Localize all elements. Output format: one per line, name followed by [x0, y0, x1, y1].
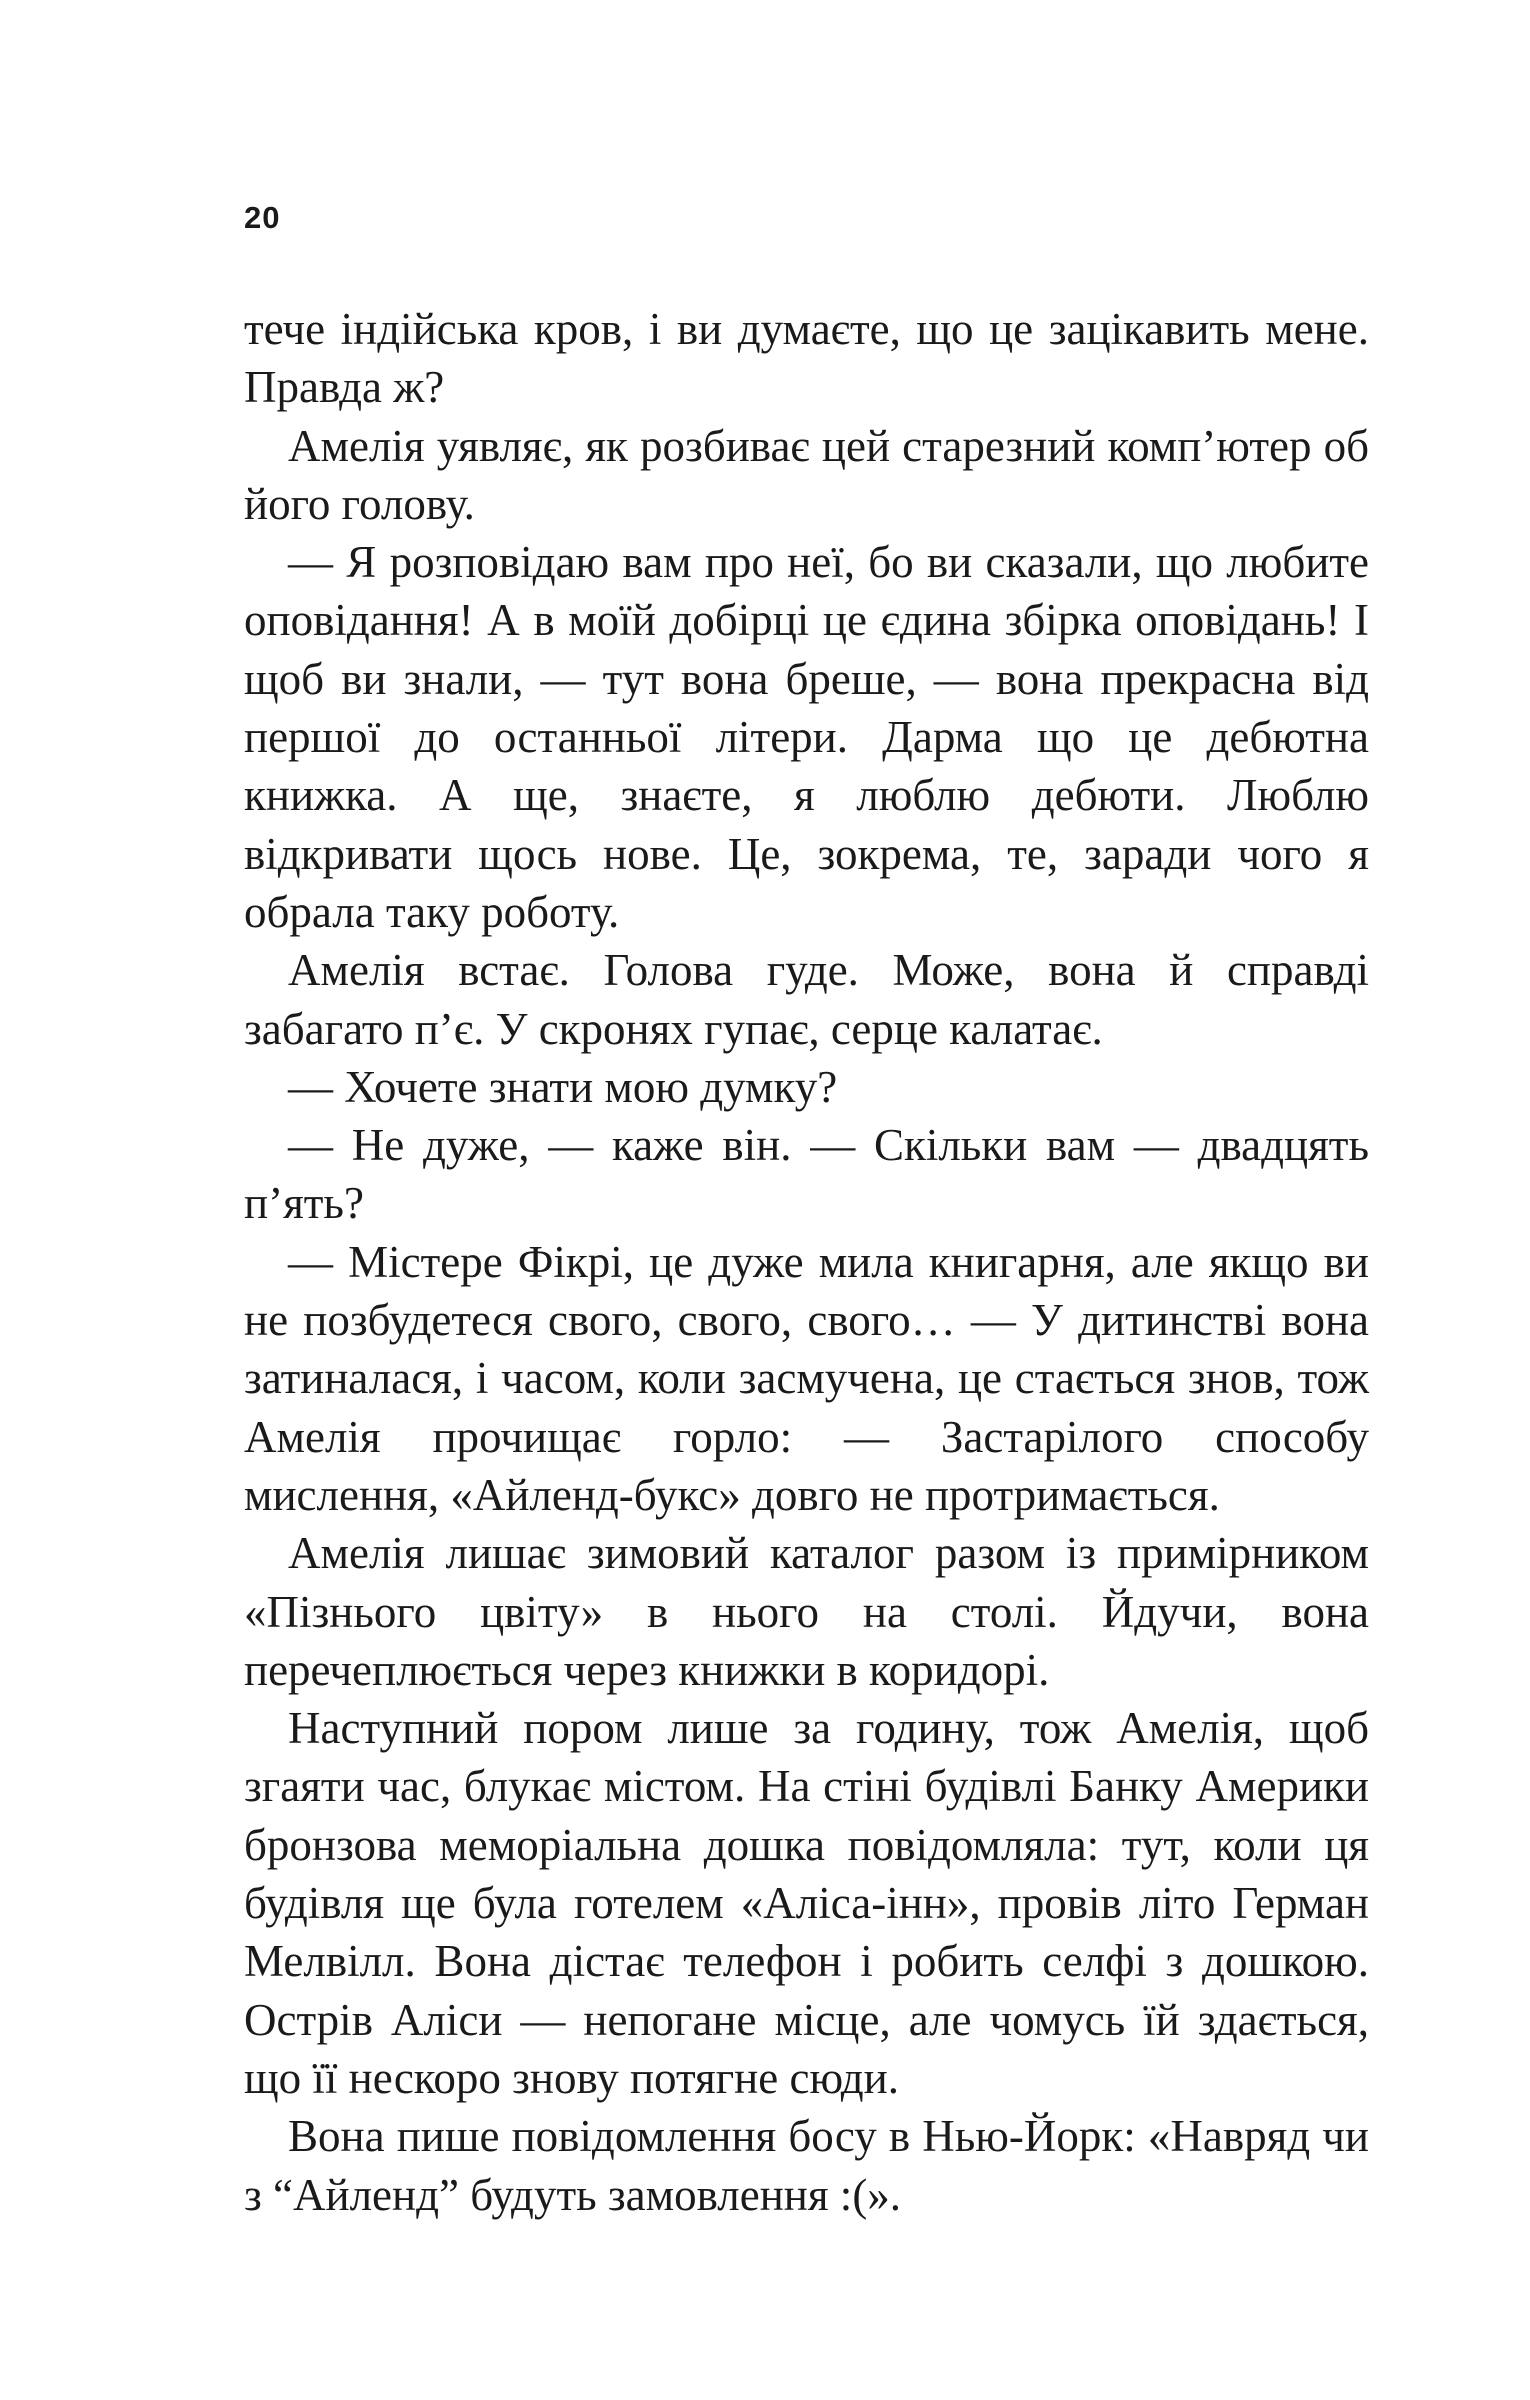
paragraph: тече індійська кров, і ви думаєте, що це зацікавить мене. Правда ж? — [244, 304, 1369, 413]
paragraph: — Містере Фікрі, це дуже мила книгарня, але якщо ви не позбудетеся свого, свого, свого… — У дитинстві вона затиналася, і часом, коли засмучена, це стається знов, тож Амелія прочищає горло: — Застарілого способу мислення, «Айленд-букс» довго не протримається. — [244, 1236, 1369, 1520]
body-text — [244, 300, 1369, 2224]
paragraph: Амелія лишає зимовий каталог разом із примірником «Пізнього цвіту» в нього на столі. Йдучи, вона перечеплюється через книжки в коридорі. — [244, 1528, 1369, 1695]
paragraph: — Не дуже, — каже він. — Скільки вам — двадцять п’ять? — [244, 1120, 1369, 1229]
page-number: 20 — [244, 200, 281, 235]
paragraph: Вона пише повідомлення босу в Нью-Йорк: «Навряд чи з “Айленд” будуть замовлення :(». — [244, 2111, 1369, 2220]
paragraph: — Хочете знати мою думку? — [288, 1061, 838, 1112]
paragraph: Амелія встає. Голова гуде. Може, вона й справді забагато п’є. У скронях гупає, серце калатає. — [244, 945, 1369, 1054]
paragraph: Наступний пором лише за годину, тож Амелія, щоб згаяти час, блукає містом. На стіні будівлі Банку Америки бронзова меморіальна дошка повідомляла: тут, коли ця будівля ще була готелем «Аліса-інн», провів літо Герман Мелвілл. Вона дістає телефон і робить селфі з дошкою. Острів Аліси — непогане місце, але чомусь їй здається, що її нескоро знову потягне сюди. — [244, 1703, 1369, 2103]
paragraph: Амелія уявляє, як розбиває цей старезний комп’ютер об його голову. — [244, 420, 1369, 529]
paragraph: — Я розповідаю вам про неї, бо ви сказали, що любите оповідання! А в моїй добірці це єдина збірка оповідань! І щоб ви знали, — тут вона бреше, — вона прекрасна від першої до останньої літери. Дарма що це дебютна книжка. А ще, знаєте, я люблю дебюти. Люблю відкривати щось нове. Це, зокрема, те, заради чого я обрала таку роботу. — [244, 537, 1369, 937]
